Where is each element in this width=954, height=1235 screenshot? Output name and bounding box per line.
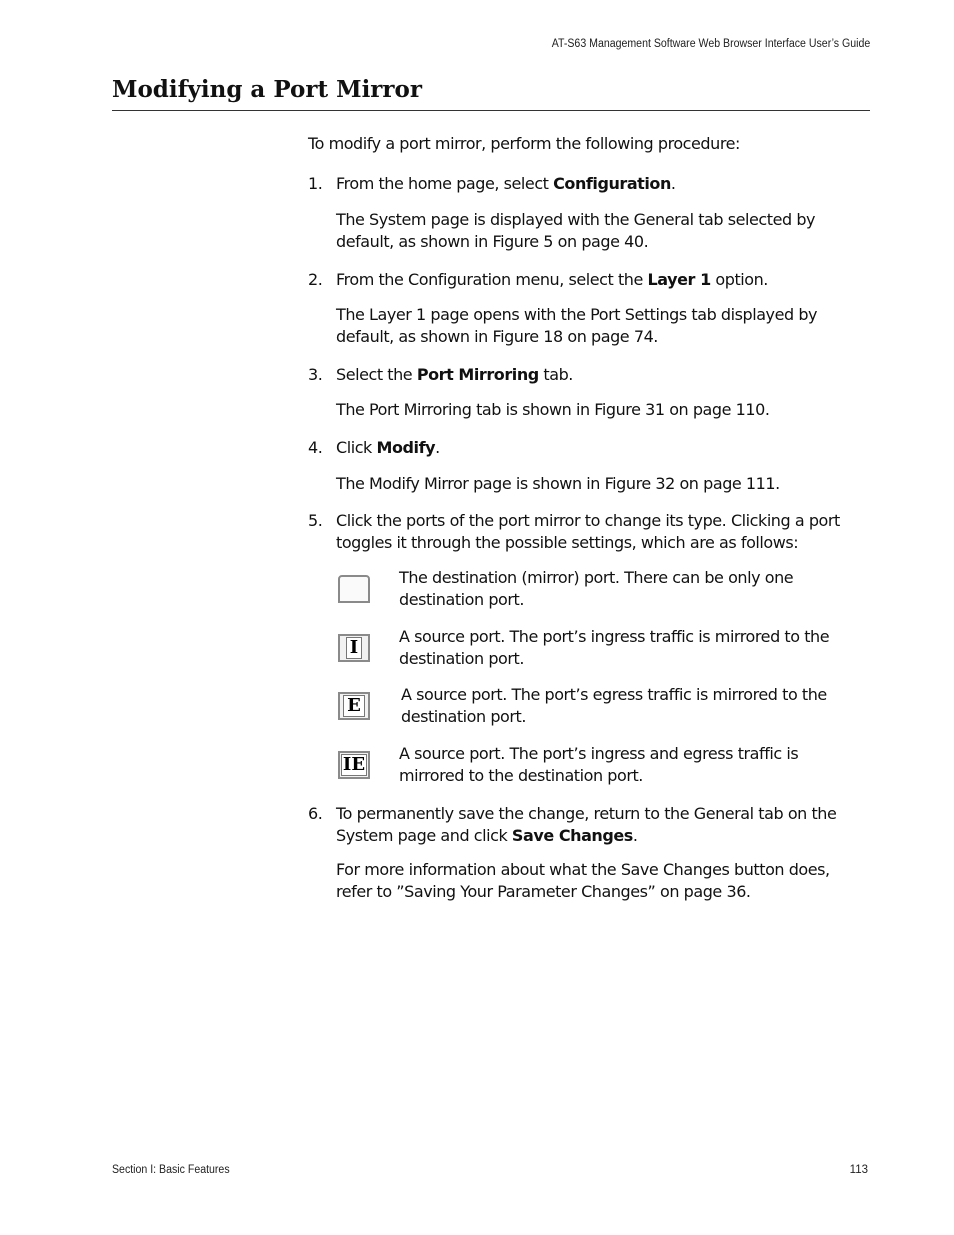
step-note: The System page is displayed with the General tab selected by default, as shown in Figure 5 on page 40. xyxy=(336,210,816,251)
step-number: 5. xyxy=(308,511,323,530)
destination-port-icon xyxy=(338,575,370,603)
step-number: 3. xyxy=(308,365,323,384)
port-type-description: The destination (mirror) port. There can be only one destination port. xyxy=(399,568,794,609)
step-text: Click Modify. xyxy=(336,438,440,457)
step-note: The Layer 1 page opens with the Port Settings tab displayed by default, as shown in Figure 18 on page 74. xyxy=(336,305,818,346)
step-text: From the home page, select Configuration. xyxy=(336,174,676,193)
ui-term: Configuration xyxy=(553,174,671,193)
step-text: To permanently save the change, return to the General tab on the System page and click Save Changes. xyxy=(336,804,837,845)
step-number: 6. xyxy=(308,804,323,823)
step-note: For more information about what the Save Changes button does, refer to ”Saving Your Parameter Changes” on page 36. xyxy=(336,860,830,901)
intro-paragraph: To modify a port mirror, perform the following procedure: xyxy=(308,134,740,153)
step-number: 1. xyxy=(308,174,323,193)
ingress-egress-port-icon: IE xyxy=(338,751,370,779)
port-type-description: A source port. The port’s egress traffic is mirrored to the destination port. xyxy=(401,685,827,726)
step-note: The Modify Mirror page is shown in Figure 32 on page 111. xyxy=(336,474,780,493)
step-text: Select the Port Mirroring tab. xyxy=(336,365,573,384)
step-text: From the Configuration menu, select the Layer 1 option. xyxy=(336,270,768,289)
egress-port-icon: E xyxy=(338,692,370,720)
step-text: Click the ports of the port mirror to change its type. Clicking a port toggles it through the possible settings, which are as follows: xyxy=(336,511,840,552)
ui-term: Layer 1 xyxy=(647,270,711,289)
ingress-port-icon: I xyxy=(338,634,370,662)
footer-section: Section I: Basic Features xyxy=(112,1164,230,1176)
running-header: AT-S63 Management Software Web Browser Interface User’s Guide xyxy=(551,38,870,50)
ui-term: Save Changes xyxy=(511,826,633,845)
ui-term: Modify xyxy=(376,438,436,457)
port-type-description: A source port. The port’s ingress and egress traffic is mirrored to the destination port. xyxy=(399,744,799,785)
title-rule xyxy=(112,110,870,111)
step-number: 2. xyxy=(308,270,323,289)
ui-term: Port Mirroring xyxy=(416,365,539,384)
step-number: 4. xyxy=(308,438,323,457)
section-title: Modifying a Port Mirror xyxy=(112,76,422,103)
port-type-description: A source port. The port’s ingress traffic is mirrored to the destination port. xyxy=(399,627,830,668)
page-number: 113 xyxy=(849,1164,868,1176)
step-note: The Port Mirroring tab is shown in Figure 31 on page 110. xyxy=(336,400,770,419)
